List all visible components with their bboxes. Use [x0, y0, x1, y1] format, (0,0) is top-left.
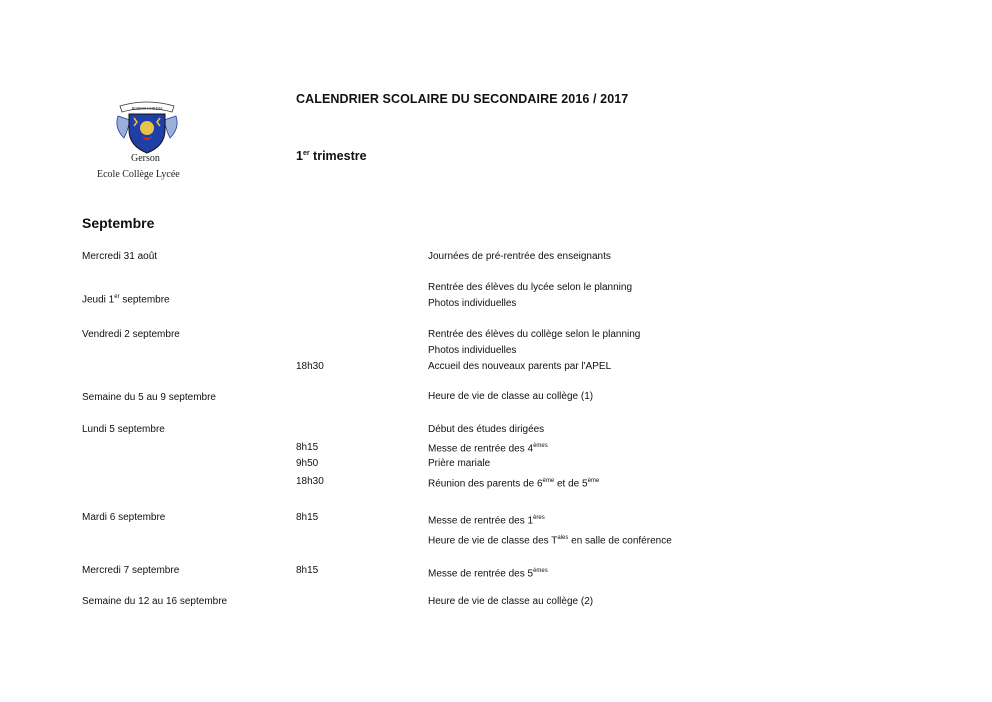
row-description: Heure de vie de classe au collège (2) [428, 596, 594, 607]
trimester-suffix: er [302, 149, 310, 157]
row-description: Photos individuelles [428, 298, 517, 309]
desc-text: et de 5 [554, 478, 588, 490]
row-date: Semaine du 5 au 9 septembre [82, 392, 216, 403]
row-date: Semaine du 12 au 16 septembre [82, 596, 228, 607]
row-description: Heure de vie de classe au collège (1) [428, 391, 594, 402]
month-heading: Septembre [82, 215, 155, 231]
desc-suffix: ème [587, 478, 600, 484]
school-levels: Ecole Collège Lycée [97, 169, 180, 180]
row-description: Photos individuelles [428, 345, 517, 356]
school-motto: ROBUR CORDIS [131, 106, 163, 111]
row-description [428, 439, 548, 456]
row-description: Prière mariale [428, 458, 491, 469]
row-description [428, 511, 545, 528]
row-time: 8h15 [296, 442, 319, 453]
row-description: Journées de pré-rentrée des enseignants [428, 251, 611, 262]
row-description [428, 531, 672, 548]
date-suffix: er [114, 294, 120, 300]
row-description: Accueil des nouveaux parents par l'APEL [428, 361, 612, 372]
school-name: Gerson [131, 153, 160, 164]
row-description: Rentrée des élèves du lycée selon le planning [428, 282, 633, 293]
document-title: CALENDRIER SCOLAIRE DU SECONDAIRE 2016 / 2017 [296, 92, 629, 106]
desc-suffix: èmes [533, 568, 548, 574]
desc-text: Messe de rentrée des 5 [428, 568, 534, 580]
school-crest-icon [112, 98, 182, 156]
desc-text: Heure de vie de classe des T [428, 535, 558, 547]
row-description: Rentrée des élèves du collège selon le planning [428, 329, 641, 340]
row-description: Début des études dirigées [428, 424, 545, 435]
row-time: 18h30 [296, 476, 324, 487]
desc-text: Messe de rentrée des 4 [428, 443, 534, 455]
row-date: Mercredi 7 septembre [82, 565, 180, 576]
row-description [428, 474, 599, 491]
row-time: 9h50 [296, 458, 319, 469]
desc-suffix: ème [542, 478, 555, 484]
row-time: 8h15 [296, 512, 319, 523]
desc-suffix: ères [533, 515, 545, 521]
row-time: 18h30 [296, 361, 324, 372]
school-logo [112, 98, 202, 161]
row-description [428, 564, 548, 581]
row-date: Vendredi 2 septembre [82, 329, 180, 340]
date-text: septembre [119, 294, 170, 306]
desc-text: Messe de rentrée des 1 [428, 515, 534, 527]
row-date [82, 290, 170, 307]
desc-text: en salle de conférence [568, 535, 672, 547]
row-date: Mardi 6 septembre [82, 512, 166, 523]
date-text: Jeudi 1 [82, 294, 115, 306]
trimester-word: trimestre [309, 149, 367, 163]
desc-text: Réunion des parents de 6 [428, 478, 543, 490]
desc-suffix: èmes [533, 443, 548, 449]
row-date: Lundi 5 septembre [82, 424, 165, 435]
desc-suffix: ales [557, 535, 569, 541]
row-date: Mercredi 31 août [82, 251, 158, 262]
trimester-heading [296, 149, 367, 163]
row-time: 8h15 [296, 565, 319, 576]
trimester-number: 1 [296, 149, 303, 163]
